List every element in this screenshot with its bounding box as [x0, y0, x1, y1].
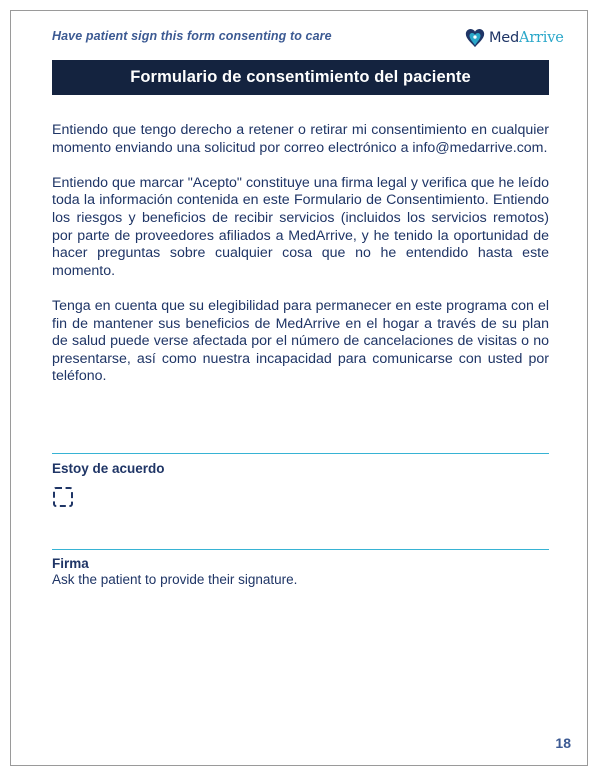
consent-paragraph-legal-signature: Entiendo que marcar "Acepto" constituye una firma legal y verifica que he leído toda la información contenida en este Formulario de Consentimiento. Entiendo los riesgos y beneficios de recibir servicios (incluidos los servicios remotos) por parte de proveedores afiliados a MedArrive, y he tenido la oportunidad de hacer preguntas sobre cualquier cosa que no he entendido hasta este momento. [52, 174, 549, 279]
logo-text [489, 30, 564, 46]
agree-label: Estoy de acuerdo [52, 461, 165, 476]
consent-body [52, 122, 549, 404]
signature-label: Firma [52, 556, 89, 571]
form-title: Formulario de consentimiento del paciente [130, 68, 471, 86]
agree-checkbox[interactable] [53, 487, 73, 507]
logo-text-secondary: Arrive [519, 30, 564, 46]
form-title-bar [52, 60, 549, 95]
signature-field[interactable]: Ask the patient to provide their signature. [52, 572, 298, 587]
page-number: 18 [555, 735, 571, 751]
signature-divider [52, 549, 549, 550]
header-instruction: Have patient sign this form consenting to care [52, 29, 332, 43]
heart-location-pin-icon [464, 27, 486, 49]
consent-paragraph-withdraw: Entiendo que tengo derecho a retener o retirar mi consentimiento en cualquier momento enviando una solicitud por correo electrónico a info@medarrive.com. [52, 122, 549, 156]
agree-divider [52, 453, 549, 454]
consent-paragraph-eligibility: Tenga en cuenta que su elegibilidad para permanecer en este programa con el fin de mantener sus beneficios de MedArrive en el hogar a través de su plan de salud puede verse afectada por el número de cancelaciones de visitas o no presentarse, así como nuestra incapacidad para comunicarse con usted por teléfono. [52, 297, 549, 385]
medarrive-logo [464, 26, 564, 50]
logo-text-primary: Med [489, 30, 520, 46]
